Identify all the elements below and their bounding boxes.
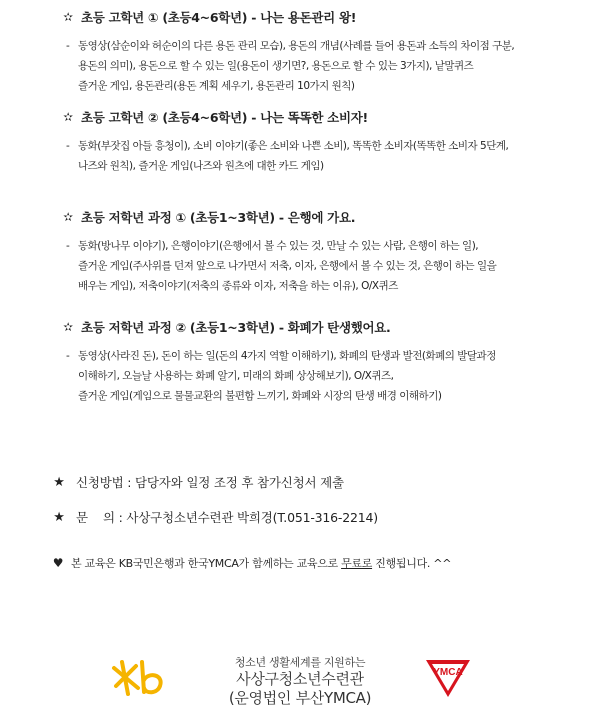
section-body	[66, 36, 592, 96]
star-outline-icon: ✫	[63, 10, 73, 24]
star-filled-icon: ★	[53, 509, 65, 525]
star-outline-icon: ✫	[63, 210, 73, 224]
dash-bullet: -	[66, 240, 70, 252]
program-section-1	[62, 8, 592, 96]
section-title	[62, 108, 592, 126]
section-title-text: 초등 고학년 ② (초등4~6학년) - 나는 똑똑한 소비자!	[81, 110, 368, 125]
section-title-text: 초등 저학년 과정 ② (초등1~3학년) - 화폐가 탄생했어요.	[81, 320, 391, 335]
program-section-2	[62, 108, 592, 176]
dash-bullet: -	[66, 40, 70, 52]
section-body	[66, 136, 592, 176]
footer	[0, 648, 600, 717]
section-line: 동영상(사라진 돈), 돈이 하는 일(돈의 4가지 역할 이해하기), 화폐의 탄생과 발전(화폐의 발달과정	[78, 350, 496, 362]
organization-name: 사상구청소년수련관	[236, 670, 364, 688]
organization-operator: (운영법인 부산YMCA)	[228, 689, 372, 707]
section-title	[62, 208, 592, 226]
section-line: 이해하기, 오늘날 사용하는 화폐 알기, 미래의 화폐 상상해보기), O/X퀴즈,	[78, 370, 394, 382]
section-line: 용돈의 의미), 용돈으로 할 수 있는 일(용돈이 생기면?, 용돈으로 할 수 있는 3가지), 낱말퀴즈	[78, 60, 474, 72]
section-title	[62, 8, 592, 26]
notice-text-end: 진행됩니다. ^^	[372, 557, 452, 570]
section-line: 배우는 게임), 저축이야기(저축의 종류와 이자, 저축을 하는 이유), O/X퀴즈	[78, 280, 398, 292]
ymca-logo-icon	[425, 658, 471, 698]
contact-info	[52, 508, 378, 526]
section-title-text: 초등 고학년 ① (초등4~6학년) - 나는 용돈관리 왕!	[81, 10, 357, 25]
dash-bullet: -	[66, 140, 70, 152]
section-title	[62, 318, 592, 336]
organization-tagline: 청소년 생활세계를 지원하는	[234, 656, 366, 669]
apply-method	[52, 473, 344, 491]
program-section-4	[62, 318, 592, 406]
heart-icon: ♥	[52, 556, 64, 570]
notice-free-highlight: 무료로	[341, 557, 373, 570]
star-filled-icon: ★	[53, 474, 65, 490]
section-body	[66, 236, 592, 296]
section-line: 동화(방나무 이야기), 은행이야기(은행에서 볼 수 있는 것, 만날 수 있는 사람, 은행이 하는 일),	[78, 240, 479, 252]
kb-logo-icon	[108, 656, 170, 700]
section-line: 즐거운 게임, 용돈관리(용돈 계획 세우기, 용돈관리 10가지 원칙)	[78, 80, 355, 92]
section-line: 동영상(삼순이와 허순이의 다른 용돈 관리 모습), 용돈의 개념(사례를 들어 용돈과 소득의 차이점 구분,	[78, 40, 515, 52]
section-line: 나즈와 원칙), 즐거운 게임(나즈와 원츠에 대한 카드 게임)	[78, 160, 324, 172]
section-line: 즐거운 게임(주사위를 던져 앞으로 나가면서 저축, 이자, 은행에서 볼 수 있는 것, 은행이 하는 일을	[78, 260, 497, 272]
notice-text: 본 교육은 KB국민은행과 한국YMCA가 함께하는 교육으로	[71, 557, 342, 570]
free-notice	[52, 555, 451, 571]
star-outline-icon: ✫	[63, 320, 73, 334]
section-title-text: 초등 저학년 과정 ① (초등1~3학년) - 은행에 가요.	[81, 210, 356, 225]
ymca-logo-text: YMCA	[433, 667, 463, 678]
program-section-3	[62, 208, 592, 296]
section-body	[66, 346, 592, 406]
apply-method-text: 신청방법 : 담당자와 일정 조정 후 참가신청서 제출	[76, 475, 344, 490]
contact-info-text: 문 의 : 사상구청소년수련관 박희경(T.051-316-2214)	[76, 510, 378, 525]
organization-block	[196, 654, 404, 708]
section-line: 동화(부잣집 아들 흥청이), 소비 이야기(좋은 소비와 나쁜 소비), 똑똑한 소비자(똑똑한 소비자 5단계,	[78, 140, 509, 152]
star-outline-icon: ✫	[63, 110, 73, 124]
dash-bullet: -	[66, 350, 70, 362]
section-line: 즐거운 게임(게임으로 물물교환의 불편함 느끼기, 화폐와 시장의 탄생 배경 이해하기)	[78, 390, 442, 402]
